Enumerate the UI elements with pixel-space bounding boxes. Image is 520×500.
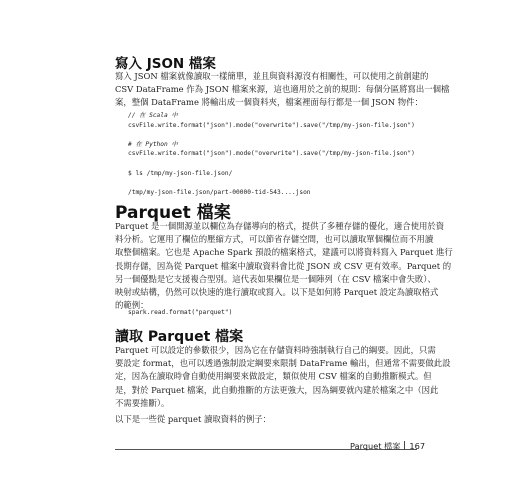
paragraph-line: 案，整個 DataFrame 將輸出成一個資料夾，檔案裡面每行都是一個 JSON 物件： <box>115 97 423 108</box>
paragraph-line: 定，因為在讀取時會自動使用綱要來做設定，類似使用 CSV 檔案的自動推斷模式。但 <box>115 371 432 382</box>
paragraph-line: 以下是一些從 parquet 讀取資料的例子： <box>115 414 272 424</box>
paragraph-line: 是，對於 Parquet 檔案，此自動推斷的方法更強大，因為綱要就內建於檔案之中（因此 <box>115 384 439 395</box>
code-line: spark.read.format("parquet") <box>128 309 233 316</box>
write-json-code-block <box>128 111 415 197</box>
section-heading-read-parquet: 讀取 Parquet 檔案 <box>115 329 244 345</box>
code-line: csvFile.write.format("json").mode("overwrite").save("/tmp/my-json-file.json") <box>128 150 415 158</box>
paragraph-line: Parquet 是一個開源並以欄位為存儲導向的格式，提供了多種存儲的優化，適合使用於資 <box>115 221 445 231</box>
code-comment: # 在 Python 中 <box>128 140 178 148</box>
page-number: 167 <box>409 441 426 451</box>
paragraph-line: 不需要推斷）。 <box>115 397 170 408</box>
paragraph-line: 另一個優點是它支援複合型別。這代表如果欄位是一個陣列（在 CSV 檔案中會失敗）、 <box>115 273 436 284</box>
code-line <box>128 159 415 169</box>
paragraph-line: 料分析。它運用了欄位的壓縮方式，可以節省存儲空間，也可以讀取單個欄位而不用讀 <box>115 234 434 245</box>
paragraph-line: 取整個檔案。它也是 Apache Spark 預設的檔案格式，建議可以將資料寫入 Parquet 進行 <box>115 247 453 258</box>
paragraph-line: 要設定 format，也可以透過強制設定綱要來限制 DataFrame 輸出，但通常不需要做此設 <box>115 358 451 369</box>
paragraph-line: 寫入 JSON 檔案就像讀取一樣簡單，並且與資料源沒有相關性，可以使用之前創建的 <box>115 71 429 81</box>
paragraph-line: 的範例： <box>115 300 149 311</box>
examples-intro-line <box>115 413 465 426</box>
section-heading-parquet: Parquet 檔案 <box>115 203 231 223</box>
code-line: /tmp/my-json-file.json/part-00000-tid-543....json <box>128 188 311 196</box>
section-heading-write-json: 寫入 JSON 檔案 <box>115 56 216 72</box>
code-line <box>128 130 415 140</box>
parquet-paragraph <box>115 220 465 312</box>
paragraph-line: 映射或結構，仍然可以快速的進行讀取或寫入。以下是如何將 Parquet 設定為讀取格式 <box>115 287 439 298</box>
code-line: csvFile.write.format("json").mode("overwrite").save("/tmp/my-json-file.json") <box>128 121 415 129</box>
paragraph-line: CSV DataFrame 作為 JSON 檔案來源，這也適用於之前的規則：每個分區將寫出一個檔 <box>115 84 450 95</box>
code-line: $ ls /tmp/my-json-file.json/ <box>128 169 233 177</box>
paragraph-line: 長期存儲，因為從 Parquet 檔案中讀取資料會比從 JSON 或 CSV 更有效率。Parquet 的 <box>115 260 452 271</box>
page-footer <box>350 441 425 452</box>
footer-separator <box>404 441 405 450</box>
code-comment: // 在 Scala 中 <box>128 112 178 119</box>
write-json-paragraph <box>115 70 465 110</box>
paragraph-line: Parquet 可以設定的參數很少，因為它在存儲資料時強制執行自己的綱要。因此，只需 <box>115 345 436 355</box>
code-line <box>128 178 415 188</box>
footer-section-label: Parquet 檔案 <box>350 441 401 451</box>
parquet-code-block <box>128 308 232 318</box>
read-parquet-paragraph <box>115 344 465 410</box>
